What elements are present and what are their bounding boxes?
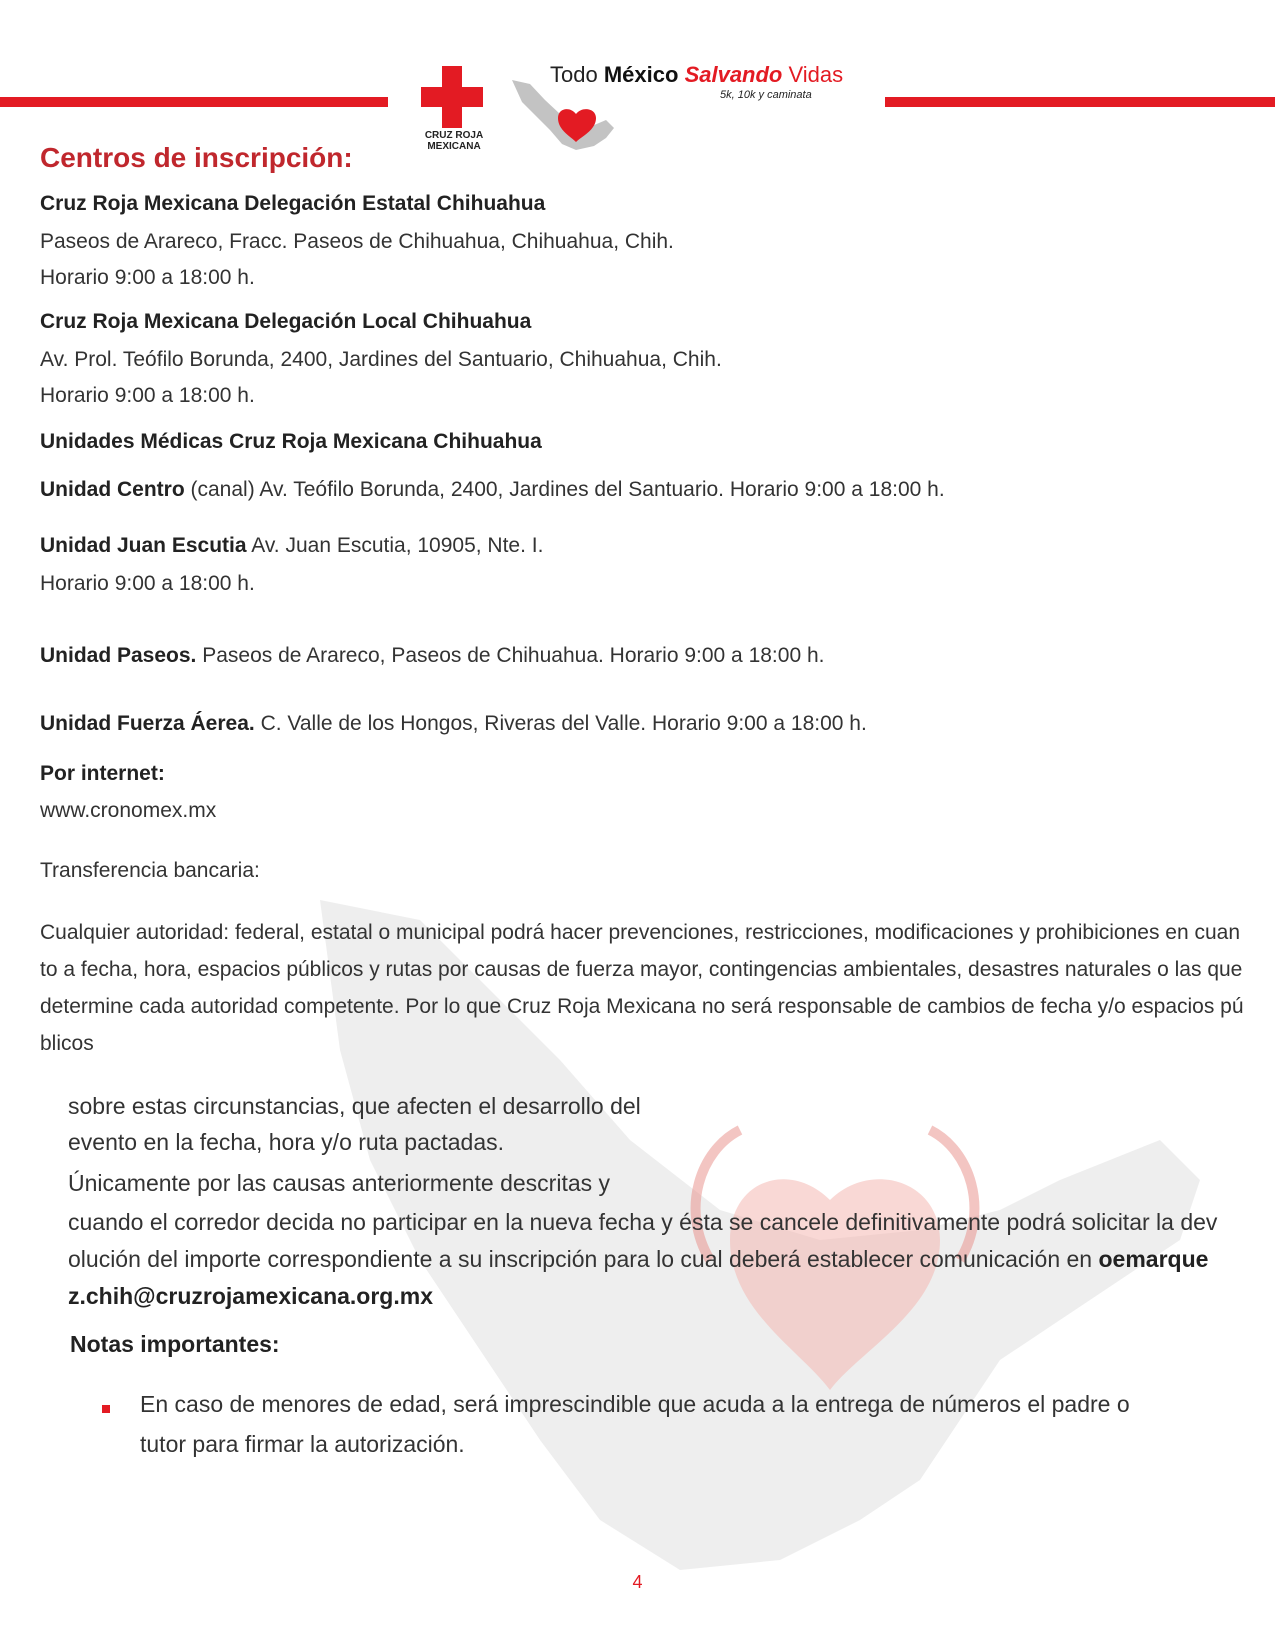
tagline-sub: 5k, 10k y caminata [720, 89, 812, 101]
tagline-vidas: Vidas [788, 62, 844, 87]
tagline [550, 62, 843, 88]
internet-url[interactable]: www.cronomex.mx [40, 799, 217, 822]
unidades-heading: Unidades Médicas Cruz Roja Mexicana Chihuahua [40, 430, 542, 453]
disclaimer-paragraph: Cualquier autoridad: federal, estatal o municipal podrá hacer prevenciones, restricciones, modificaciones y prohibiciones en cuanto a fecha, hora, espacios públicos y rutas por causas de fuerza mayor, contingencias ambientales, desastres naturales o las que determine cada autoridad competente. Por lo que Cruz Roja Mexicana no será responsable de cambios de fecha y/o espacios públicos [40, 921, 1244, 1055]
refund-paragraph [68, 1204, 1218, 1315]
centro-2-horario: Horario 9:00 a 18:00 h. [40, 384, 255, 407]
centro-2-address: Av. Prol. Teófilo Borunda, 2400, Jardines del Santuario, Chihuahua, Chih. [40, 348, 722, 371]
centro-1-horario: Horario 9:00 a 18:00 h. [40, 266, 255, 289]
section-title: Centros de inscripción: [40, 142, 353, 173]
unidad-juan-escutia: Unidad Juan Escutia Av. Juan Escutia, 10905, Nte. I. [40, 534, 544, 557]
nota-1: En caso de menores de edad, será imprescindible que acuda a la entrega de números el padre o tutor para firmar la autorización. [140, 1391, 1130, 1457]
centro-1-heading: Cruz Roja Mexicana Delegación Estatal Chihuahua [40, 192, 546, 215]
unidad-centro: Unidad Centro (canal) Av. Teófilo Borunda, 2400, Jardines del Santuario. Horario 9:00 a 18:00 h. [40, 478, 945, 501]
refund-email-link[interactable]: oemarquez.chih@cruzrojamexicana.org.mx [68, 1246, 1209, 1309]
header-red-bar-right [885, 97, 1275, 107]
unidad-paseos: Unidad Paseos. Paseos de Arareco, Paseos de Chihuahua. Horario 9:00 a 18:00 h. [40, 644, 825, 667]
red-cross-logo [421, 66, 483, 128]
centro-1-address: Paseos de Arareco, Fracc. Paseos de Chihuahua, Chihuahua, Chih. [40, 230, 674, 253]
tagline-salvando: Salvando [684, 62, 783, 87]
bullet-icon [102, 1405, 110, 1413]
tagline-mexico: México [603, 62, 679, 87]
centro-2-heading: Cruz Roja Mexicana Delegación Local Chihuahua [40, 310, 532, 333]
logo-caption: CRUZ ROJA MEXICANA [424, 130, 484, 152]
header-red-bar-left [0, 97, 388, 107]
unidad-juan-escutia-horario: Horario 9:00 a 18:00 h. [40, 572, 255, 595]
page-number: 4 [632, 1572, 643, 1592]
unidad-fuerza-aerea: Unidad Fuerza Áerea. C. Valle de los Hongos, Riveras del Valle. Horario 9:00 a 18:00 h. [40, 712, 867, 735]
internet-label: Por internet: [40, 762, 165, 785]
tagline-todo: Todo [550, 62, 598, 87]
circunstancias-line-1: sobre estas circunstancias, que afecten el desarrollo del [68, 1093, 641, 1119]
unicamente-line: Únicamente por las causas anteriormente descritas y [68, 1170, 611, 1196]
circunstancias-line-2: evento en la fecha, hora y/o ruta pactadas. [68, 1129, 505, 1155]
notas-title: Notas importantes: [70, 1331, 280, 1357]
transferencia-label: Transferencia bancaria: [40, 859, 260, 882]
refund-text: cuando el corredor decida no participar en la nueva fecha y ésta se cancele definitivamente podrá solicitar la devolución del importe correspondiente a su inscripción para lo cual deberá establecer comunicación en [68, 1209, 1218, 1272]
